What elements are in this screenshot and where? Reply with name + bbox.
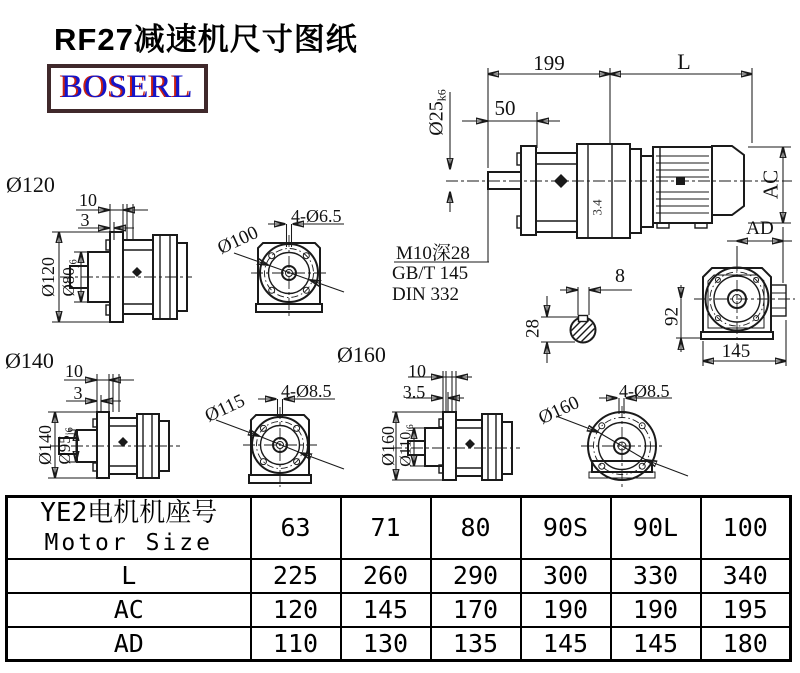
table-header-cn: YE2电机机座号 xyxy=(40,498,218,529)
table-cell: 180 xyxy=(701,627,791,661)
table-cell: 145 xyxy=(611,627,701,661)
dim-shaft-diameter: $Ø25_{k6}$ xyxy=(425,89,449,136)
v140-hub-dia: $Ø95_{j6}$ xyxy=(55,427,76,465)
nameplate-mark: 3.4 xyxy=(589,199,605,216)
table-row xyxy=(7,559,791,593)
thread-note: M10深28 xyxy=(396,243,470,264)
row-label-L: L xyxy=(7,559,251,593)
dim-92: 92 xyxy=(661,307,683,326)
v115-bolt-holes: 4-Ø8.5 xyxy=(281,381,332,401)
page-title: RF27减速机尺寸图纸 xyxy=(54,22,358,57)
v100-bolt-holes: 4-Ø6.5 xyxy=(291,206,342,226)
brand-logo-text: BOSERL xyxy=(61,69,194,105)
table-cell: 290 xyxy=(431,559,521,593)
v160s-hub-dia: $Ø110_{j6}$ xyxy=(397,424,416,467)
v160f-pitch-dia: Ø160 xyxy=(535,392,583,429)
dim-L: L xyxy=(677,49,691,74)
table-cell: 190 xyxy=(611,593,701,627)
v140-dim-3: 3 xyxy=(73,383,83,403)
table-cell: 130 xyxy=(341,627,431,661)
table-cell: 190 xyxy=(521,593,611,627)
table-cell: 330 xyxy=(611,559,701,593)
table-row xyxy=(7,593,791,627)
table-cell: 120 xyxy=(251,593,341,627)
v120-dim-10: 10 xyxy=(79,190,97,210)
table-cell: 145 xyxy=(521,627,611,661)
row-label-AD: AD xyxy=(7,627,251,661)
table-cell: 300 xyxy=(521,559,611,593)
v160s-flange-dia: Ø160 xyxy=(378,426,398,466)
column-header: 90L xyxy=(611,497,701,559)
dim-50: 50 xyxy=(494,96,516,120)
table-row xyxy=(7,627,791,661)
v120-flange-dia: Ø120 xyxy=(38,257,58,297)
v120-dim-3: 3 xyxy=(80,210,90,230)
v100-pitch-dia: Ø100 xyxy=(214,222,262,259)
v160f-bolt-holes: 4-Ø8.5 xyxy=(619,381,670,401)
table-cell: 195 xyxy=(701,593,791,627)
dim-AC: AC xyxy=(758,169,783,200)
dim-key-width: 8 xyxy=(615,265,625,287)
standard-din: DIN 332 xyxy=(392,284,460,305)
column-header: 100 xyxy=(701,497,791,559)
table-header-en: Motor Size xyxy=(44,529,213,556)
table-cell: 340 xyxy=(701,559,791,593)
v120-hub-dia: $Ø80_{j6}$ xyxy=(59,259,80,297)
dim-AD: AD xyxy=(746,218,774,239)
table-cell: 225 xyxy=(251,559,341,593)
table-cell: 170 xyxy=(431,593,521,627)
view-title-140: Ø140 xyxy=(5,348,54,373)
v160s-dim-35: 3.5 xyxy=(402,382,426,402)
column-header: 80 xyxy=(431,497,521,559)
v140-flange-dia: Ø140 xyxy=(35,425,55,465)
table-cell: 145 xyxy=(341,593,431,627)
dim-key-height: 28 xyxy=(522,319,544,338)
table-cell: 110 xyxy=(251,627,341,661)
v160s-dim-10: 10 xyxy=(408,361,426,381)
dim-199: 199 xyxy=(533,51,565,75)
v115-pitch-dia: Ø115 xyxy=(201,390,249,427)
column-header: 63 xyxy=(251,497,341,559)
view-title-120: Ø120 xyxy=(6,172,55,197)
row-label-AC: AC xyxy=(7,593,251,627)
table-cell: 260 xyxy=(341,559,431,593)
column-header: 90S xyxy=(521,497,611,559)
shaft-key-section xyxy=(541,287,632,363)
column-header: 71 xyxy=(341,497,431,559)
table-header-row xyxy=(7,497,791,559)
table-cell: 135 xyxy=(431,627,521,661)
table-header-motor-size xyxy=(7,497,251,559)
motor-size-table xyxy=(5,495,792,662)
view-title-160: Ø160 xyxy=(337,342,386,367)
dim-145: 145 xyxy=(721,341,751,362)
v140-dim-10: 10 xyxy=(65,361,83,381)
standard-gbt: GB/T 145 xyxy=(392,263,469,284)
